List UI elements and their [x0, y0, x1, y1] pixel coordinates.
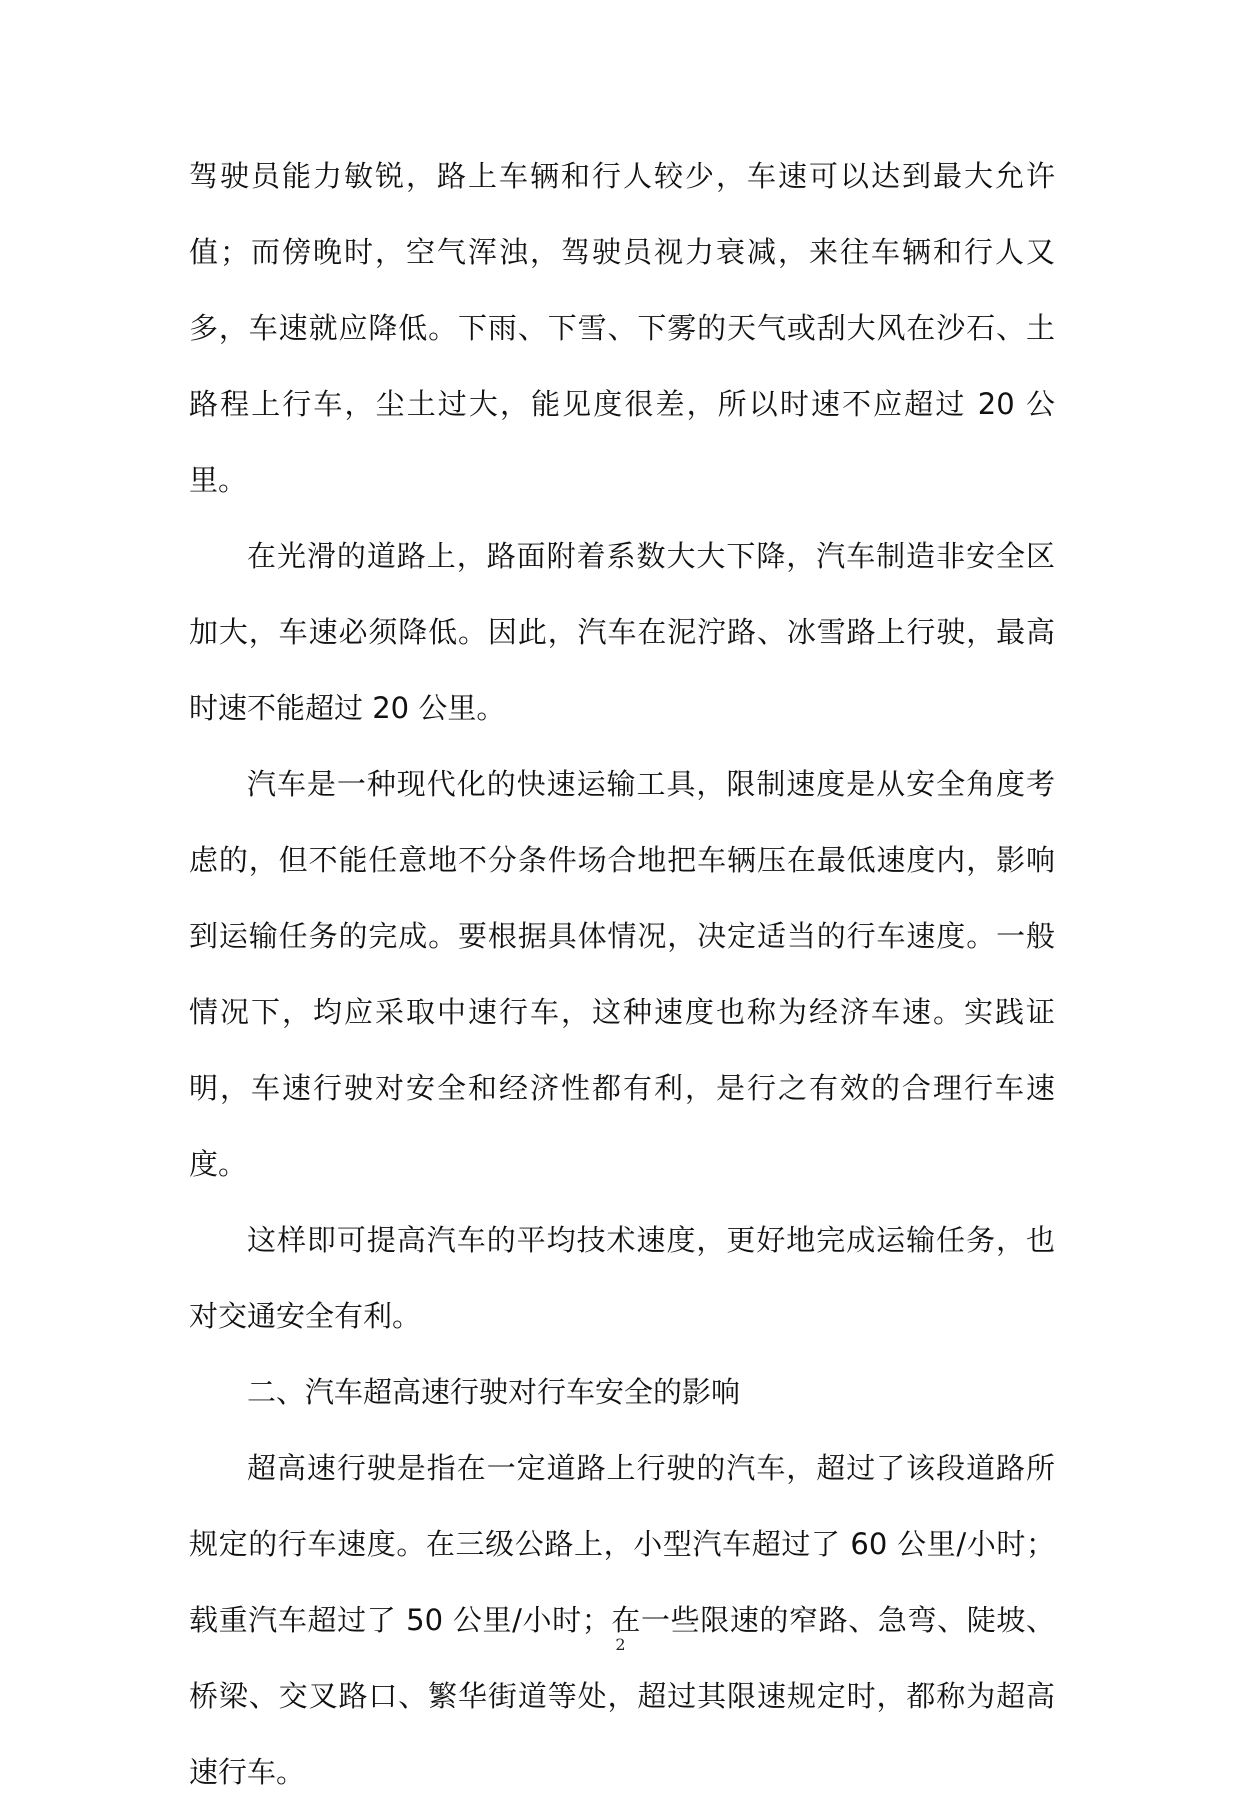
paragraph-slippery-roads: 在光滑的道路上，路面附着系数大大下降，汽车制造非安全区加大，车速必须降低。因此，汽车在泥泞路、冰雪路上行驶，最高时速不能超过 20 公里。 [189, 539, 1055, 725]
paragraph-efficiency: 这样即可提高汽车的平均技术速度，更好地完成运输任务，也对交通安全有利。 [189, 1223, 1055, 1333]
section-heading-overspeed: 二、汽车超高速行驶对行车安全的影响 [247, 1375, 741, 1409]
paragraph-economic-speed: 汽车是一种现代化的快速运输工具，限制速度是从安全角度考虑的，但不能任意地不分条件场合地把车辆压在最低速度内，影响到运输任务的完成。要根据具体情况，决定适当的行车速度。一般情况下，均应采取中速行车，这种速度也称为经济车速。实践证明，车速行驶对安全和经济性都有利，是行之有效的合理行车速度。 [189, 767, 1055, 1181]
document-body [189, 138, 1055, 1810]
page-number: 2 [615, 1635, 626, 1654]
paragraph-speed-conditions: 驾驶员能力敏锐，路上车辆和行人较少，车速可以达到最大允许值；而傍晚时，空气浑浊，驾驶员视力衰减，来往车辆和行人又多，车速就应降低。下雨、下雪、下雾的天气或刮大风在沙石、土路程上行车，尘土过大，能见度很差，所以时速不应超过 20 公里。 [189, 159, 1055, 497]
paragraph-overspeed-definition: 超高速行驶是指在一定道路上行驶的汽车，超过了该段道路所规定的行车速度。在三级公路上，小型汽车超过了 60 公里/小时；载重汽车超过了 50 公里/小时；在一些限速的窄路、急弯、陡坡、桥梁、交叉路口、繁华街道等处，超过其限速规定时，都称为超高速行车。 [189, 1451, 1055, 1789]
